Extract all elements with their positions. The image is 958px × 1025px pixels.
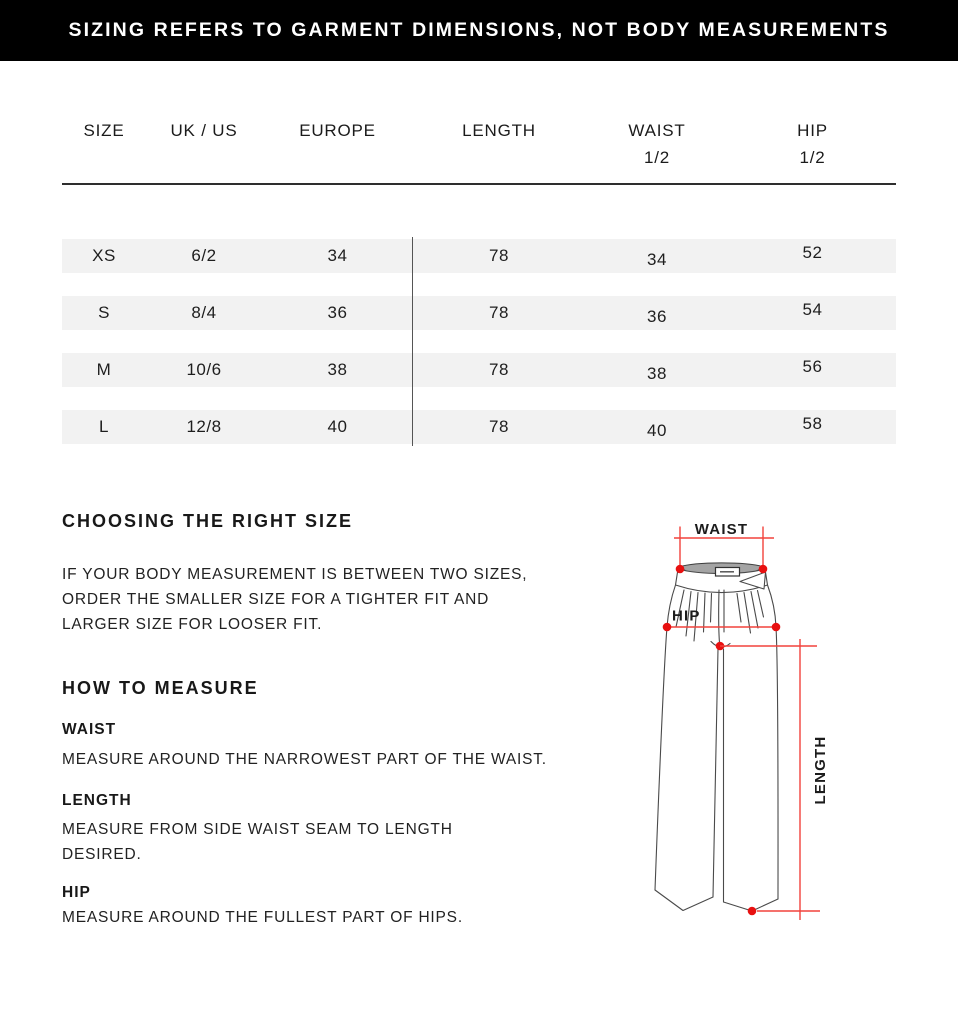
right-outer-seam: [768, 585, 779, 899]
table-header-row: [62, 117, 896, 171]
cell-waist: 34: [647, 250, 667, 269]
waist-dot-right: [759, 565, 768, 574]
cell-hip: 56: [802, 357, 823, 376]
column-header-waist: WAIST 1/2: [628, 121, 686, 167]
how-to-measure-heading: HOW TO MEASURE: [62, 678, 259, 698]
pants-measurement-diagram: [620, 505, 952, 925]
measure-length-text: MEASURE FROM SIDE WAIST SEAM TO LENGTH DESIRED.: [62, 821, 453, 863]
column-header-ukus: UK / US: [170, 121, 238, 140]
header-banner: [0, 0, 958, 61]
cell-waist: 36: [647, 307, 667, 326]
hip-dot-right: [772, 623, 781, 632]
choosing-size-text: IF YOUR BODY MEASUREMENT IS BETWEEN TWO SIZES, ORDER THE SMALLER SIZE FOR A TIGHTER FIT AND LARGER SIZE FOR LOOSER FIT.: [62, 566, 528, 633]
choosing-size-heading: CHOOSING THE RIGHT SIZE: [62, 511, 354, 531]
left-hem: [655, 890, 713, 911]
cell-waist: 40: [647, 421, 667, 440]
cell-size: M: [96, 360, 112, 379]
cell-size: S: [98, 303, 110, 322]
cell-europe: 38: [327, 360, 348, 379]
column-header-size: SIZE: [83, 121, 125, 140]
cell-length: 78: [489, 246, 509, 265]
table-row-s: [62, 296, 896, 330]
cell-europe: 40: [327, 417, 348, 436]
measure-hip-label: HIP: [62, 884, 91, 901]
cell-length: 78: [489, 417, 509, 436]
table-column-divider: [412, 237, 413, 446]
measure-waist-text: MEASURE AROUND THE NARROWEST PART OF THE WAIST.: [62, 751, 547, 768]
table-header-rule: [62, 183, 896, 185]
waist-dot-left: [676, 565, 685, 574]
table-row-xs: [62, 239, 896, 273]
cell-europe: 34: [327, 246, 348, 265]
cell-hip: 54: [802, 300, 823, 319]
banner-title: SIZING REFERS TO GARMENT DIMENSIONS, NOT BODY MEASUREMENTS: [68, 19, 890, 41]
cell-ukus: 8/4: [191, 303, 217, 322]
column-header-hip: HIP 1/2: [797, 121, 828, 167]
hip-diagram-label: HIP: [672, 607, 701, 625]
cell-ukus: 10/6: [186, 360, 222, 379]
cell-size: XS: [92, 246, 116, 265]
table-row-m: [62, 353, 896, 387]
column-header-europe: EUROPE: [299, 121, 376, 140]
hem-dot: [748, 907, 757, 916]
table-row-l: [62, 410, 896, 444]
cell-hip: 58: [802, 414, 823, 433]
measure-waist-label: WAIST: [62, 721, 117, 738]
measure-hip-text: MEASURE AROUND THE FULLEST PART OF HIPS.: [62, 909, 463, 926]
measure-length-label: LENGTH: [62, 792, 132, 809]
cell-size: L: [99, 417, 109, 436]
fly-seam: [711, 590, 730, 647]
cell-length: 78: [489, 360, 509, 379]
cell-ukus: 12/8: [186, 417, 222, 436]
cell-europe: 36: [327, 303, 348, 322]
length-diagram-label: LENGTH: [812, 735, 829, 805]
column-header-length: LENGTH: [462, 121, 536, 140]
hip-dot-left: [663, 623, 672, 632]
left-inner-seam: [713, 649, 718, 897]
cell-hip: 52: [802, 243, 823, 262]
waist-diagram-label: WAIST: [694, 521, 749, 538]
cell-length: 78: [489, 303, 509, 322]
cell-waist: 38: [647, 364, 667, 383]
length-measure-annotation: [716, 639, 829, 920]
cell-ukus: 6/2: [191, 246, 217, 265]
